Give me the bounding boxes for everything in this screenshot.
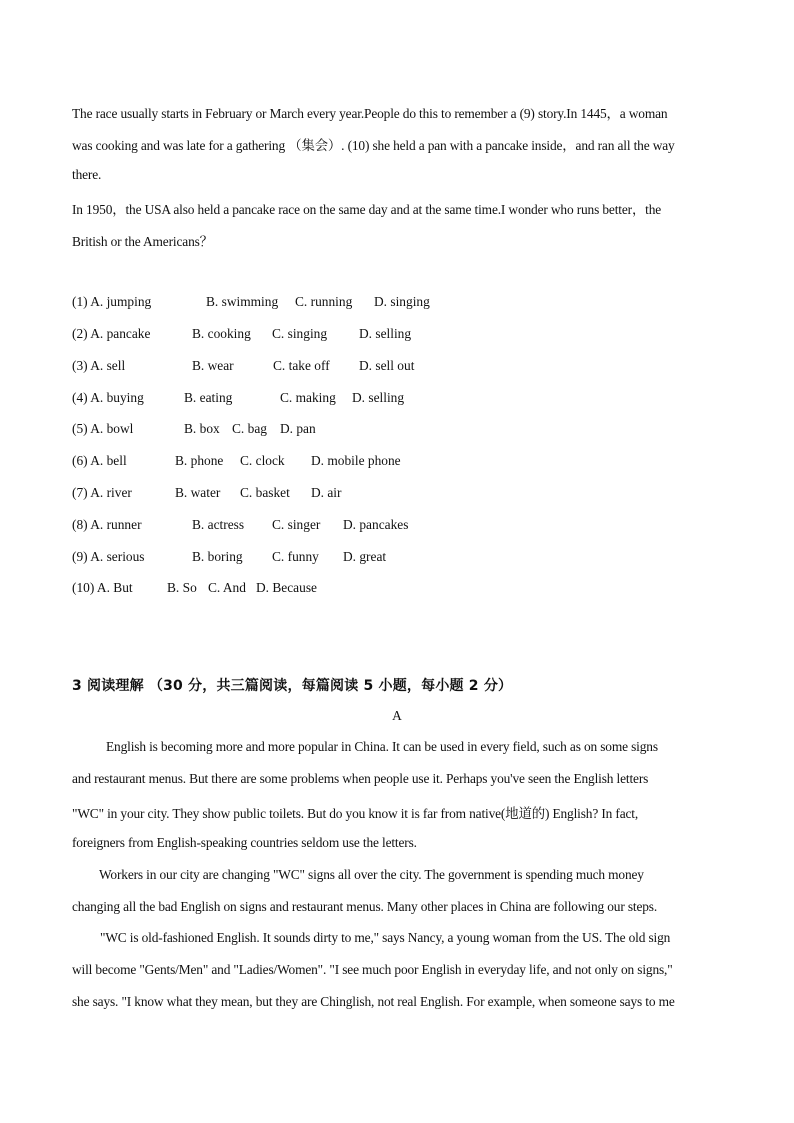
option-a: (6) A. bell (72, 453, 127, 468)
reading-line: Workers in our city are changing "WC" signs all over the city. The government is spending much money (99, 867, 644, 882)
option-a: (5) A. bowl (72, 421, 134, 436)
option-d: D. pan (280, 421, 316, 436)
option-a: (9) A. serious (72, 549, 145, 564)
option-c: C. singing (272, 326, 328, 341)
option-a: (10) A. But (72, 580, 133, 595)
option-c: C. take off (273, 358, 330, 373)
passage-line: was cooking and was late for a gathering （集会）. (10) she held a pan with a pancake inside，and ran all the way (72, 138, 675, 153)
option-a: (8) A. runner (72, 517, 142, 532)
passage-line: British or the Americans？ (72, 234, 213, 249)
option-c: C. basket (240, 485, 290, 500)
section-heading: 3 阅读理解 （30 分，共三篇阅读，每篇阅读 5 小题，每小题 2 分） (72, 678, 513, 694)
option-a: (4) A. buying (72, 390, 144, 405)
option-b: B. box (184, 421, 220, 436)
option-b: B. actress (192, 517, 245, 532)
option-c: C. running (295, 294, 353, 309)
option-c: C. clock (240, 453, 285, 468)
option-b: B. boring (192, 549, 243, 564)
passage-line: there. (72, 167, 102, 182)
passage-label: A (392, 708, 402, 723)
reading-line: she says. "I know what they mean, but they are Chinglish, not real English. For example, when someone says to me (72, 994, 675, 1009)
option-c: C. funny (272, 549, 319, 564)
option-b: B. So (167, 580, 197, 595)
option-a: (7) A. river (72, 485, 132, 500)
option-a: (3) A. sell (72, 358, 126, 373)
option-b: B. wear (192, 358, 234, 373)
option-b: B. water (175, 485, 221, 500)
option-d: D. great (343, 549, 387, 564)
option-b: B. swimming (206, 294, 279, 309)
option-b: B. eating (184, 390, 233, 405)
reading-line: and restaurant menus. But there are some problems when people use it. Perhaps you've seen the English letters (72, 771, 649, 786)
option-d: D. mobile phone (311, 453, 401, 468)
option-c: C. And (208, 580, 246, 595)
option-d: D. pancakes (343, 517, 409, 532)
option-d: D. sell out (359, 358, 415, 373)
option-c: C. bag (232, 421, 267, 436)
option-b: B. phone (175, 453, 224, 468)
option-d: D. Because (256, 580, 317, 595)
option-b: B. cooking (192, 326, 251, 341)
reading-line: will become "Gents/Men" and "Ladies/Women". "I see much poor English in everyday life, and not only on signs," (72, 962, 673, 977)
option-d: D. air (311, 485, 342, 500)
reading-line: English is becoming more and more popular in China. It can be used in every field, such as on some signs (106, 739, 658, 754)
reading-line: foreigners from English-speaking countries seldom use the letters. (72, 835, 417, 850)
option-c: C. making (280, 390, 336, 405)
reading-line: "WC is old-fashioned English. It sounds dirty to me," says Nancy, a young woman from the US. The old sign (100, 930, 671, 945)
option-d: D. selling (352, 390, 405, 405)
passage-line: In 1950，the USA also held a pancake race on the same day and at the same time.I wonder who runs better，the (72, 202, 662, 217)
option-d: D. selling (359, 326, 412, 341)
reading-line: changing all the bad English on signs and restaurant menus. Many other places in China are following our steps. (72, 899, 658, 914)
passage-line: The race usually starts in February or March every year.People do this to remember a (9) story.In 1445，a woman (72, 106, 668, 121)
option-a: (2) A. pancake (72, 326, 151, 341)
option-d: D. singing (374, 294, 430, 309)
option-a: (1) A. jumping (72, 294, 152, 309)
option-c: C. singer (272, 517, 321, 532)
reading-line: "WC" in your city. They show public toilets. But do you know it is far from native(地道的) English? In fact, (72, 806, 639, 821)
